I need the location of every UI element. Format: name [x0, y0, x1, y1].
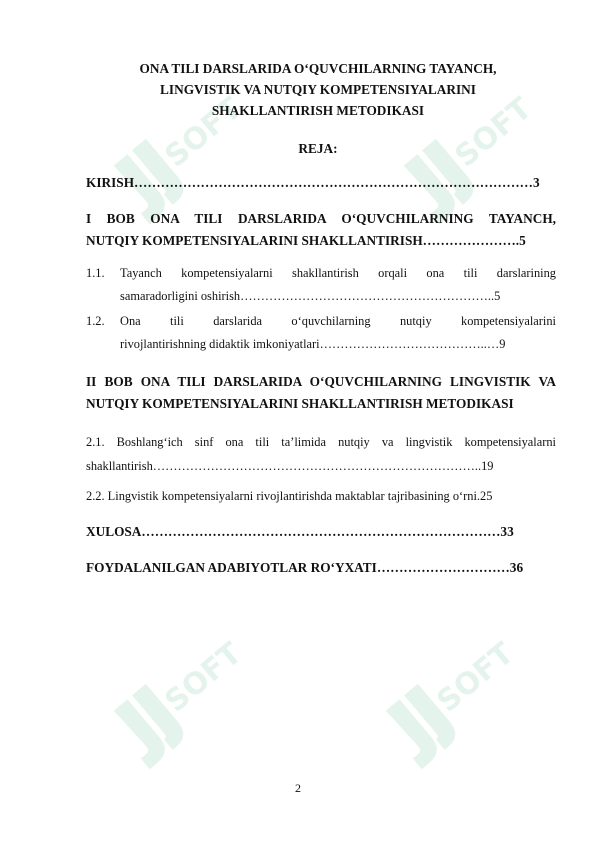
toc-section-2-1	[86, 430, 556, 478]
svg-text:SOFT: SOFT	[158, 90, 249, 175]
toc-chapter-1-line: I BOB ONA TILI DARSLARIDA O‘QUVCHILARNING TAYANCH,	[86, 211, 556, 226]
toc-intro: KIRISH………………………………………………………………………………3	[86, 175, 540, 190]
section-number: 1.2.	[86, 314, 105, 328]
toc-chapter-1-line: NUTQIY KOMPETENSIYALARINI SHAKLLANTIRISH………………….5	[86, 233, 526, 248]
toc-chapter-2	[86, 371, 556, 415]
toc-conclusion: XULOSA………………………………………………………………………33	[86, 524, 514, 539]
watermark-logo	[88, 635, 249, 790]
document-title	[60, 58, 576, 121]
toc-references: FOYDALANILGAN ADABIYOTLAR RO‘YXATI…………………………36	[86, 560, 524, 575]
section-line: 2.1. Boshlang‘ich sinf ona tili ta’limida nutqiy va lingvistik kompetensiyalarni	[86, 435, 556, 449]
toc-section-1-2	[86, 310, 556, 356]
section-line: Tayanch kompetensiyalarni shakllantirish orqali ona tili darslarining	[120, 266, 556, 280]
section-number: 1.1.	[86, 266, 105, 280]
toc-section-1-1	[86, 262, 556, 308]
section-line: samaradorligini oshirish……………………………………………………..5	[120, 289, 501, 303]
page-number: 2	[295, 781, 301, 795]
watermark-logo	[360, 635, 521, 790]
section-line: shakllantirish……………………………………………………………………..19	[86, 459, 494, 473]
svg-text:SOFT: SOFT	[430, 635, 521, 720]
section-line: Ona tili darslarida o‘quvchilarning nutqiy kompetensiyalarini	[120, 314, 556, 328]
title-line: ONA TILI DARSLARIDA O‘QUVCHILARNING TAYANCH,	[139, 61, 497, 76]
svg-text:SOFT: SOFT	[158, 635, 249, 720]
svg-text:SOFT: SOFT	[448, 90, 539, 175]
toc-section-2-2: 2.2. Lingvistik kompetensiyalarni rivojlantirishda maktablar tajribasining o‘rni.25	[86, 489, 493, 503]
title-line: SHAKLLANTIRISH METODIKASI	[211, 103, 425, 118]
toc-chapter-2-line: NUTQIY KOMPETENSIYALARINI SHAKLLANTIRISH METODIKASI	[86, 396, 514, 411]
title-line: LINGVISTIK VA NUTQIY KOMPETENSIYALARINI	[160, 82, 476, 97]
section-line: rivojlantirishning didaktik imkoniyatlari…………………………………..…9	[120, 337, 506, 351]
plan-heading: REJA:	[298, 141, 338, 156]
toc-chapter-1	[86, 208, 556, 252]
toc-chapter-2-line: II BOB ONA TILI DARSLARIDA O‘QUVCHILARNING LINGVISTIK VA	[86, 374, 556, 389]
